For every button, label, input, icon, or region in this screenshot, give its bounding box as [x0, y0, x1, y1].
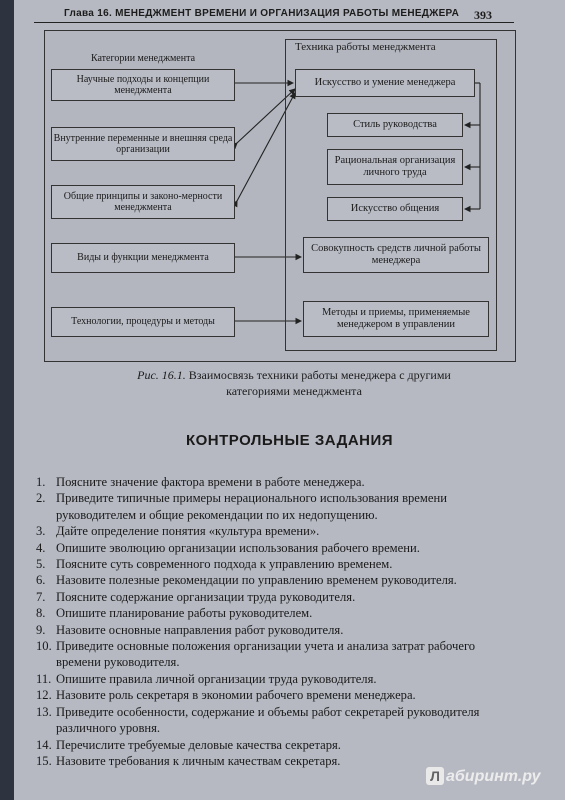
list-item: 12. Назовите роль секретаря в экономии рабочего времени менеджера. — [36, 688, 416, 703]
list-item: 7. Поясните содержание организации труда руководителя. — [36, 589, 356, 604]
section-title: КОНТРОЛЬНЫЕ ЗАДАНИЯ — [185, 432, 394, 449]
list-item: 14. Перечислите требуемые деловые качества секретаря. — [36, 737, 341, 752]
list-item: 9. Назовите основные направления работ руководителя. — [36, 622, 344, 637]
categories-title: Категории менеджмента — [90, 53, 196, 65]
list-item: 4. Опишите эволюцию организации использования рабочего времени. — [36, 540, 420, 555]
task-list — [36, 474, 506, 769]
list-item: 1. Поясните значение фактора времени в работе менеджера. — [36, 475, 365, 489]
right-box-leadership-style: Стиль руководства — [327, 113, 463, 137]
labirint-logo-icon: Л — [426, 767, 444, 785]
right-box-rational-organization: Рациональная организация личного труда — [327, 149, 463, 185]
list-item: 3. Дайте определение понятия «культура времени». — [36, 524, 320, 539]
figure-caption-text: Взаимосвязь техники работы менеджера с другими категориями менеджмента — [188, 368, 451, 398]
list-item: 2. Приведите типичные примеры нерационального использования времени руководителем и общие рекомендации по их недопущению. — [36, 491, 447, 522]
right-box-art-skill: Искусство и умение менеджера — [295, 69, 475, 97]
right-box-methods: Методы и приемы, применяемые менеджером в управлении — [303, 301, 489, 337]
running-header — [34, 6, 514, 23]
left-box-scientific-approaches: Научные подходы и концепции менеджмента — [51, 69, 235, 101]
left-box-types-functions: Виды и функции менеджмента — [51, 243, 235, 273]
list-item: 5. Поясните суть современного подхода к управлению временем. — [36, 557, 393, 572]
watermark: абиринт.ру — [446, 768, 541, 785]
list-item: 6. Назовите полезные рекомендации по управлению временем руководителя. — [36, 573, 457, 588]
list-item: 13. Приведите особенности, содержание и объемы работ секретарей руководителя различного уровня. — [36, 704, 480, 736]
left-box-technologies: Технологии, процедуры и методы — [51, 307, 235, 337]
book-binding-edge — [0, 0, 14, 800]
right-box-personal-tools: Совокупность средств личной работы менеджера — [303, 237, 489, 273]
left-box-internal-variables: Внутренние переменные и внешняя среда организации — [51, 127, 235, 161]
left-box-general-principles: Общие принципы и законо-мерности менеджмента — [51, 185, 235, 219]
list-item: 11. Опишите правила личной организации труда руководителя. — [36, 671, 377, 686]
interrelation-diagram — [44, 30, 516, 362]
right-box-communication-art: Искусство общения — [327, 197, 463, 221]
book-page — [14, 0, 565, 800]
page-number: 393 — [474, 8, 492, 22]
figure-label: Рис. 16.1. — [137, 368, 186, 382]
list-item: 10. Приведите основные положения организации учета и анализа затрат рабочего времени руководителя. — [36, 639, 476, 670]
figure-caption — [124, 368, 464, 399]
technique-frame-title: Техника работы менеджмента — [295, 41, 436, 53]
list-item: 15. Назовите требования к личным качествам секретаря. — [36, 753, 341, 768]
header-title: Глава 16. МЕНЕДЖМЕНТ ВРЕМЕНИ И ОРГАНИЗАЦИЯ РАБОТЫ МЕНЕДЖЕРА — [64, 8, 460, 19]
list-item: 8. Опишите планирование работы руководителем. — [36, 606, 313, 621]
